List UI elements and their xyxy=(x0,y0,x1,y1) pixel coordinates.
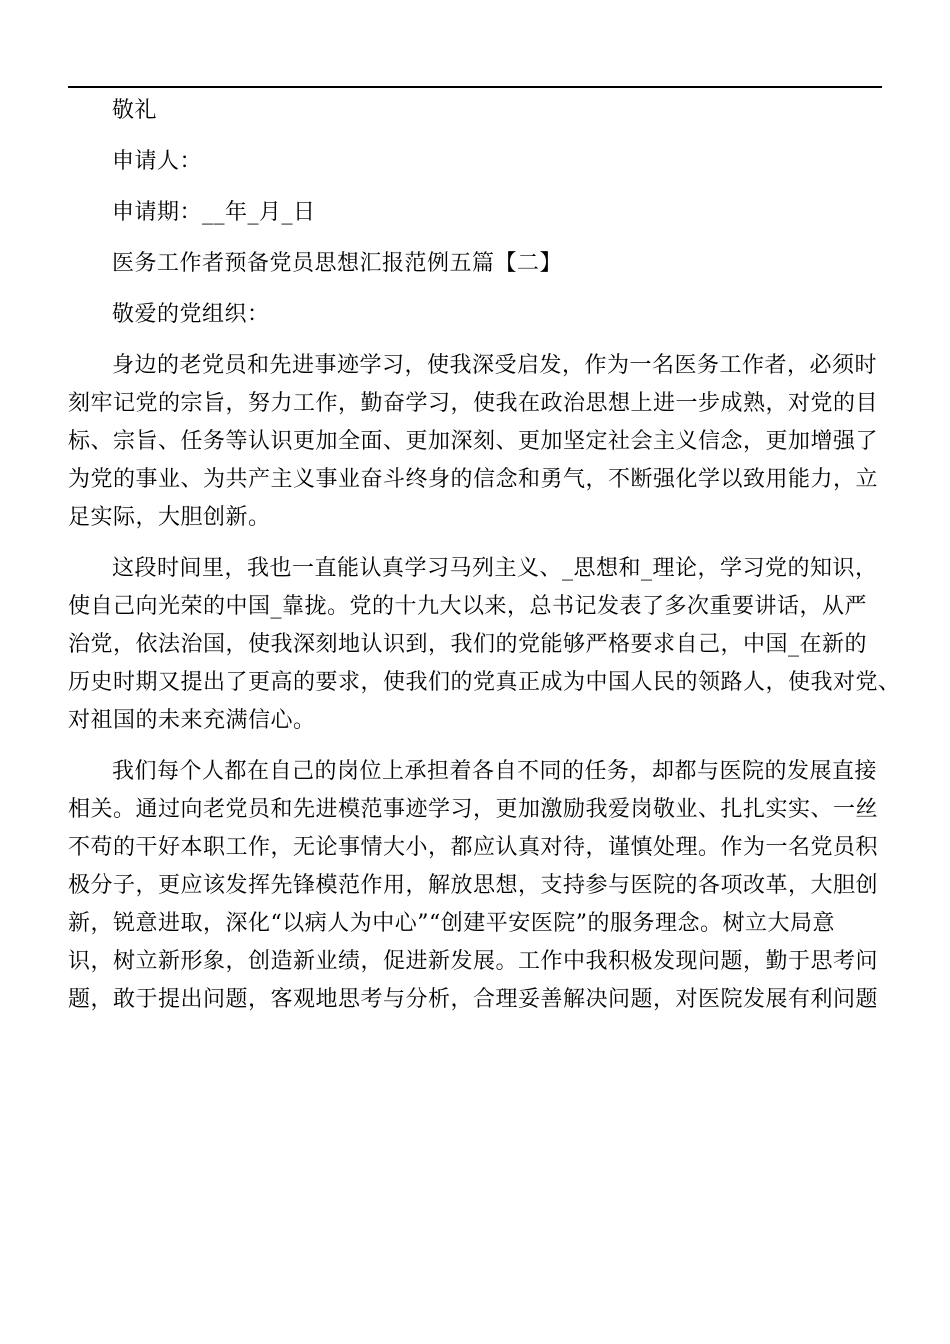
paragraph-line: 为党的事业、为共产主义事业奋斗终身的信念和勇气，不断强化学以致用能力，立 xyxy=(68,467,879,492)
salutation: 敬爱的党组织： xyxy=(112,302,270,327)
date-line: 申请期：__年_月_日 xyxy=(112,200,316,225)
paragraph-line: 题，敢于提出问题，客观地思考与分析，合理妥善解决问题，对医院发展有利问题 xyxy=(68,987,879,1012)
paragraph-line: 极分子，更应该发挥先锋模范作用，解放思想，支持参与医院的各项改革，大胆创 xyxy=(68,873,879,898)
paragraph-line: 使自己向光荣的中国_靠拢。党的十九大以来，总书记发表了多次重要讲话，从严 xyxy=(68,594,868,619)
paragraph-line: 治党，依法治国，使我深刻地认识到，我们的党能够严格要求自己，中国_在新的 xyxy=(68,632,868,657)
paragraph-1 xyxy=(68,347,882,537)
paragraph-2 xyxy=(68,550,901,740)
paragraph-line: 刻牢记党的宗旨，努力工作，勤奋学习，使我在政治思想上进一步成熟，对党的目 xyxy=(68,391,879,416)
paragraph-line: 足实际，大胆创新。 xyxy=(68,505,271,530)
closing-line: 敬礼 xyxy=(112,98,158,123)
section-title: 医务工作者预备党员思想汇报范例五篇【二】 xyxy=(112,251,563,276)
applicant-line: 申请人： xyxy=(112,149,203,174)
paragraph-line: 这段时间里，我也一直能认真学习马列主义、_思想和_理论，学习党的知识， xyxy=(112,556,878,581)
paragraph-line: 相关。通过向老党员和先进模范事迹学习，更加激励我爱岗敬业、扎扎实实、一丝 xyxy=(68,797,879,822)
paragraph-line: 我们每个人都在自己的岗位上承担着各自不同的任务，却都与医院的发展直接 xyxy=(112,759,878,784)
header-rule xyxy=(68,86,882,88)
paragraph-line: 身边的老党员和先进事迹学习，使我深受启发，作为一名医务工作者，必须时 xyxy=(112,353,878,378)
paragraph-3 xyxy=(68,753,882,1019)
document-body xyxy=(68,92,901,1032)
paragraph-line: 新，锐意进取，深化“以病人为中心”“创建平安医院”的服务理念。树立大局意 xyxy=(68,911,835,936)
paragraph-line: 历史时期又提出了更高的要求，使我们的党真正成为中国人民的领路人，使我对党、 xyxy=(68,670,901,695)
paragraph-line: 识，树立新形象，创造新业绩，促进新发展。工作中我积极发现问题，勤于思考问 xyxy=(68,949,879,974)
paragraph-line: 标、宗旨、任务等认识更加全面、更加深刻、更加坚定社会主义信念，更加增强了 xyxy=(68,429,879,454)
paragraph-line: 不苟的干好本职工作，无论事情大小，都应认真对待，谨慎处理。作为一名党员积 xyxy=(68,835,879,860)
paragraph-line: 对祖国的未来充满信心。 xyxy=(68,708,316,733)
